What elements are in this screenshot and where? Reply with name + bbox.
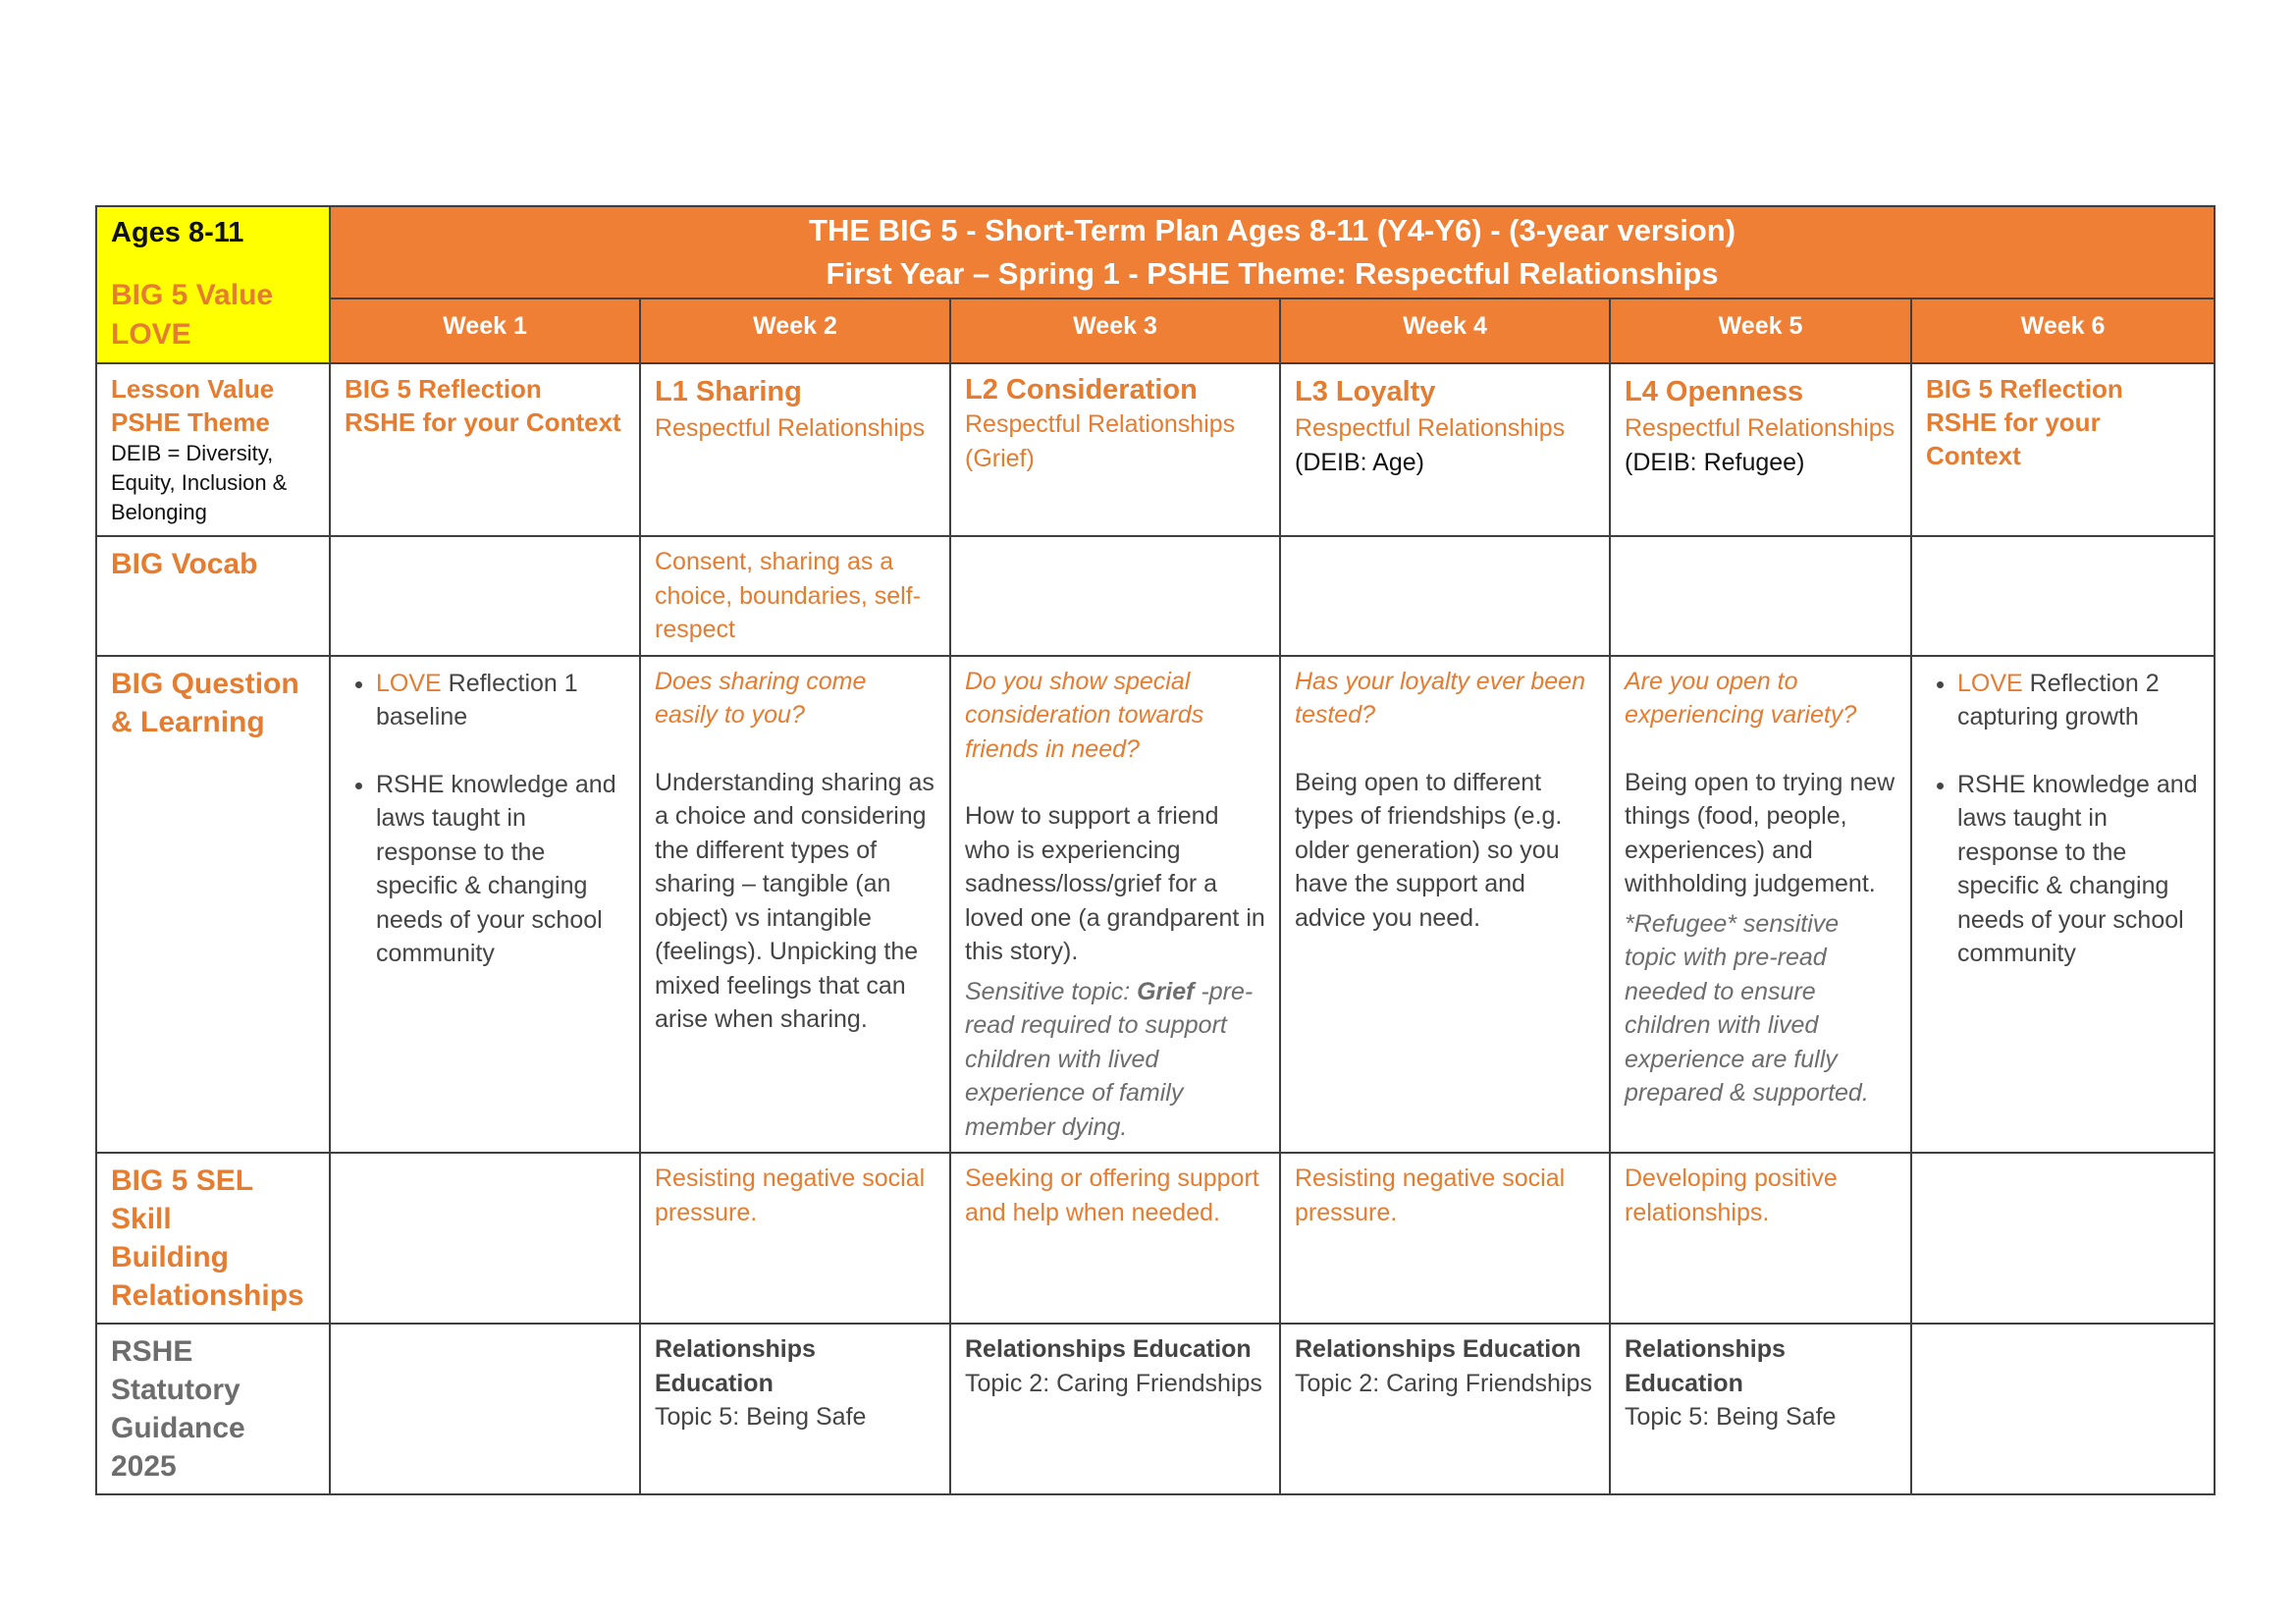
week-1-header: Week 1 (330, 298, 640, 363)
big-question: Do you show special consideration towards friends in need? (965, 667, 1204, 763)
sensitive-topic: Grief (1137, 977, 1195, 1005)
sel-label: BIG 5 SEL Skill (111, 1164, 253, 1235)
age-value-cell (96, 206, 330, 363)
bullet-item (1957, 667, 2200, 734)
rshe-heading: Relationships Education (1625, 1335, 1786, 1397)
week-2-vocab-cell (640, 536, 950, 656)
lesson-deib: (DEIB: Age) (1295, 448, 1424, 476)
week-1-sel-cell (330, 1153, 640, 1324)
lesson-title: L1 Sharing (655, 376, 802, 407)
sel-label-cell (96, 1153, 330, 1324)
lesson-title: L4 Openness (1625, 376, 1804, 407)
week-5-lesson-cell (1610, 363, 1911, 536)
rshe-label: RSHE Statutory Guidance 2025 (111, 1335, 245, 1483)
sel-skill-row (96, 1153, 2215, 1324)
sel-text: Resisting negative social pressure. (1295, 1164, 1566, 1226)
learning-bullets (1926, 667, 2200, 971)
bullet-text: RSHE knowledge and laws taught in response to the specific & changing needs of your school community (376, 770, 616, 967)
week-3-learning-cell (950, 656, 1280, 1154)
big-question: Has your loyalty ever been tested? (1295, 667, 1585, 729)
week-5-rshe-cell (1610, 1324, 1911, 1494)
week-2-learning-cell (640, 656, 950, 1154)
sensitive-note: *Refugee* sensitive topic with pre-read needed to ensure children with lived experience are fully prepared & supported. (1625, 909, 1869, 1107)
rshe-heading: Relationships Education (1295, 1335, 1581, 1363)
week-6-header: Week 6 (1911, 298, 2215, 363)
plan-subtitle: First Year – Spring 1 - PSHE Theme: Respectful Relationships (826, 256, 1719, 291)
week-3-rshe-cell (950, 1324, 1280, 1494)
plan-title-cell (330, 206, 2215, 298)
week-6-lesson-cell (1911, 363, 2215, 536)
value-label: BIG 5 Value (111, 279, 274, 311)
week-4-rshe-cell (1280, 1324, 1610, 1494)
vocab-text: Consent, sharing as a choice, boundaries, self-respect (655, 548, 921, 643)
lesson-value-row (96, 363, 2215, 536)
lesson-theme: RSHE for your Context (1926, 407, 2101, 470)
learning-text: Being open to different types of friendships (e.g. older generation) so you have the support and advice you need. (1295, 768, 1563, 932)
rshe-topic: Topic 5: Being Safe (1625, 1403, 1837, 1431)
learning-text: How to support a friend who is experiencing sadness/loss/grief for a loved one (a grandparent in this story). (965, 802, 1265, 965)
vocab-label: BIG Vocab (111, 548, 258, 580)
big-question: Does sharing come easily to you? (655, 667, 867, 729)
learning-text: Being open to trying new things (food, people, experiences) and withholding judgement. (1625, 768, 1896, 897)
bullet-text: Reflection 2 capturing growth (1957, 669, 2160, 731)
sel-skill-name: Building Relationships (111, 1241, 304, 1312)
rshe-topic: Topic 2: Caring Friendships (1295, 1369, 1592, 1397)
week-3-lesson-cell (950, 363, 1280, 536)
pshe-theme-label: PSHE Theme (111, 407, 270, 437)
value-word: LOVE (376, 669, 442, 697)
week-1-vocab-cell (330, 536, 640, 656)
lesson-title: L2 Consideration (965, 374, 1198, 406)
week-5-sel-cell (1610, 1153, 1911, 1324)
lesson-title: BIG 5 Reflection (1926, 374, 2123, 404)
rshe-label-cell (96, 1324, 330, 1494)
rshe-heading: Relationships Education (655, 1335, 816, 1397)
learning-bullets (345, 667, 625, 971)
lesson-value-label-cell (96, 363, 330, 536)
lesson-title: L3 Loyalty (1295, 376, 1436, 407)
lesson-theme: RSHE for your Context (345, 407, 621, 437)
rshe-heading: Relationships Education (965, 1335, 1252, 1363)
lesson-theme: Respectful Relationships (Grief) (965, 410, 1236, 472)
deib-label: DEIB = Diversity, Equity, Inclusion & Belonging (111, 441, 288, 524)
lesson-value-label: Lesson Value (111, 374, 275, 404)
week-1-learning-cell (330, 656, 640, 1154)
lesson-title: BIG 5 Reflection (345, 374, 542, 404)
question-learning-row (96, 656, 2215, 1154)
week-1-lesson-cell (330, 363, 640, 536)
lesson-theme: Respectful Relationships (1625, 414, 1896, 442)
week-6-vocab-cell (1911, 536, 2215, 656)
week-4-lesson-cell (1280, 363, 1610, 536)
plan-title: THE BIG 5 - Short-Term Plan Ages 8-11 (Y4-Y6) - (3-year version) (809, 213, 1736, 247)
vocab-row (96, 536, 2215, 656)
week-5-header: Week 5 (1610, 298, 1911, 363)
rshe-topic: Topic 2: Caring Friendships (965, 1369, 1262, 1397)
week-4-vocab-cell (1280, 536, 1610, 656)
week-2-rshe-cell (640, 1324, 950, 1494)
vocab-label-cell (96, 536, 330, 656)
bullet-item (376, 667, 625, 734)
value-name: LOVE (111, 318, 191, 351)
lesson-theme: Respectful Relationships (1295, 414, 1566, 442)
bullet-item (1957, 768, 2200, 971)
week-6-sel-cell (1911, 1153, 2215, 1324)
week-4-header: Week 4 (1280, 298, 1610, 363)
week-4-sel-cell (1280, 1153, 1610, 1324)
sel-text: Resisting negative social pressure. (655, 1164, 926, 1226)
week-2-sel-cell (640, 1153, 950, 1324)
week-1-rshe-cell (330, 1324, 640, 1494)
title-row (96, 206, 2215, 298)
week-6-rshe-cell (1911, 1324, 2215, 1494)
week-4-learning-cell (1280, 656, 1610, 1154)
weeks-row (96, 298, 2215, 363)
week-3-vocab-cell (950, 536, 1280, 656)
sel-text: Developing positive relationships. (1625, 1164, 1838, 1226)
bullet-text: Reflection 1 baseline (376, 669, 578, 731)
lesson-theme: Respectful Relationships (655, 414, 926, 442)
question-label-cell (96, 656, 330, 1154)
value-word: LOVE (1957, 669, 2023, 697)
week-5-vocab-cell (1610, 536, 1911, 656)
rshe-topic: Topic 5: Being Safe (655, 1403, 867, 1431)
bullet-item (376, 768, 625, 971)
learning-text: Understanding sharing as a choice and considering the different types of sharing – tangible (an object) vs intangible (feelings). Unpicking the mixed feelings that can arise when sharing. (655, 768, 934, 1033)
question-label: BIG Question & Learning (111, 667, 299, 738)
big-question: Are you open to experiencing variety? (1625, 667, 1857, 729)
week-2-lesson-cell (640, 363, 950, 536)
week-6-learning-cell (1911, 656, 2215, 1154)
bullet-text: RSHE knowledge and laws taught in response to the specific & changing needs of your school community (1957, 770, 2198, 967)
sensitive-note: Sensitive topic: Grief -pre-read required to support children with lived experience of family member dying. (965, 977, 1254, 1141)
short-term-plan-table (95, 205, 2216, 1495)
week-2-header: Week 2 (640, 298, 950, 363)
ages-label: Ages 8-11 (111, 217, 244, 248)
sel-text: Seeking or offering support and help when needed. (965, 1164, 1259, 1226)
lesson-deib: (DEIB: Refugee) (1625, 448, 1805, 476)
rshe-row (96, 1324, 2215, 1494)
week-3-header: Week 3 (950, 298, 1280, 363)
week-3-sel-cell (950, 1153, 1280, 1324)
week-5-learning-cell (1610, 656, 1911, 1154)
